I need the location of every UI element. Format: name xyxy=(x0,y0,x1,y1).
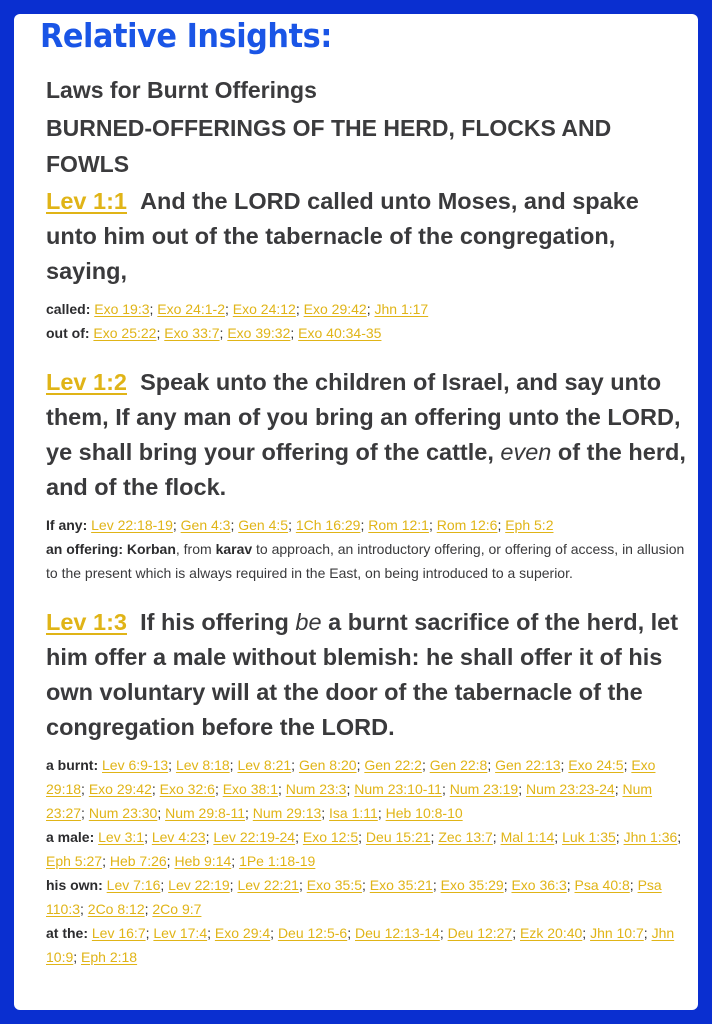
scripture-link[interactable]: Jhn 10:7 xyxy=(590,925,644,941)
separator: ; xyxy=(503,877,512,893)
verse-text-italic: be xyxy=(295,609,322,635)
separator: ; xyxy=(298,877,307,893)
separator: ; xyxy=(277,781,286,797)
scripture-link[interactable]: 2Co 8:12 xyxy=(87,901,145,917)
scripture-link[interactable]: Gen 22:8 xyxy=(429,757,488,773)
note-label: called: xyxy=(46,301,91,317)
scripture-link[interactable]: Deu 12:13-14 xyxy=(355,925,440,941)
scripture-link[interactable]: Exo 24:1-2 xyxy=(157,301,226,317)
separator: ; xyxy=(219,325,228,341)
scripture-link[interactable]: Num 23:27 xyxy=(46,781,653,821)
scripture-link[interactable]: Heb 10:8-10 xyxy=(385,805,463,821)
separator: ; xyxy=(144,829,152,845)
scripture-link[interactable]: Exo 33:7 xyxy=(164,325,220,341)
verse-text-segment: Speak unto the children of Israel, and say unto them, If any man of you bring an offering unto the LORD, ye shall bring your offering of the cattle, xyxy=(46,369,681,465)
separator: ; xyxy=(643,925,652,941)
scripture-link[interactable]: Zec 13:7 xyxy=(438,829,493,845)
separator: ; xyxy=(321,805,330,821)
separator: ; xyxy=(291,757,299,773)
separator: ; xyxy=(377,805,386,821)
scripture-link[interactable]: Gen 22:13 xyxy=(495,757,561,773)
separator: ; xyxy=(295,301,304,317)
note-line xyxy=(46,873,686,921)
cross-references xyxy=(46,513,686,585)
separator: ; xyxy=(439,925,448,941)
scripture-link[interactable]: Lev 22:21 xyxy=(237,877,299,893)
separator: ; xyxy=(347,925,355,941)
scripture-link[interactable]: Exo 40:34-35 xyxy=(298,325,382,341)
note-term: karav xyxy=(215,541,253,557)
scripture-link[interactable]: Lev 7:16 xyxy=(106,877,161,893)
scripture-link[interactable]: Exo 29:42 xyxy=(88,781,152,797)
brand-title: Relative Insights: xyxy=(40,16,332,55)
note-label: an offering: xyxy=(46,541,123,557)
scripture-link[interactable]: Heb 9:14 xyxy=(174,853,232,869)
page-subtitle: Laws for Burnt Offerings xyxy=(46,77,317,103)
scripture-link[interactable]: Lev 22:18-19 xyxy=(91,517,173,533)
scripture-link[interactable]: Exo 19:3 xyxy=(94,301,150,317)
cross-references xyxy=(46,297,686,345)
verse-list xyxy=(46,184,686,969)
cross-references xyxy=(46,753,686,969)
separator: ; xyxy=(614,781,623,797)
note-text: , from xyxy=(175,541,216,557)
scripture-link[interactable]: Lev 16:7 xyxy=(91,925,146,941)
note-line xyxy=(46,513,686,537)
scripture-link[interactable]: Exo 35:21 xyxy=(369,877,433,893)
separator: ; xyxy=(207,925,215,941)
scripture-link[interactable]: Gen 22:2 xyxy=(364,757,422,773)
scripture-link[interactable]: Eph 5:2 xyxy=(505,517,554,533)
scripture-link[interactable]: 1Ch 16:29 xyxy=(295,517,361,533)
note-label: If any: xyxy=(46,517,88,533)
scripture-link[interactable]: Exo 35:5 xyxy=(306,877,362,893)
note-text: to approach, an introductory offering, or offering of access, in allusion to the present which is always required in the East, on being introduced to a superior. xyxy=(46,541,685,581)
scripture-link[interactable]: Eph 5:27 xyxy=(46,853,103,869)
scripture-link[interactable]: Deu 12:5-6 xyxy=(277,925,348,941)
scripture-link[interactable]: Lev 3:1 xyxy=(98,829,145,845)
separator: ; xyxy=(512,925,521,941)
separator: ; xyxy=(356,757,365,773)
scripture-link[interactable]: Isa 1:11 xyxy=(329,805,378,821)
separator: ; xyxy=(677,829,682,845)
verse-text-italic: even xyxy=(500,439,552,465)
separator: ; xyxy=(428,517,437,533)
scripture-link[interactable]: Lev 4:23 xyxy=(151,829,206,845)
scripture-link[interactable]: Psa 40:8 xyxy=(574,877,630,893)
scripture-link[interactable]: Eph 2:18 xyxy=(81,949,138,965)
separator: ; xyxy=(144,901,153,917)
section-heading: BURNED-OFFERINGS OF THE HERD, FLOCKS AND FOWLS xyxy=(46,115,612,177)
verse-text-segment: And the LORD called unto Moses, and spake unto him out of the tabernacle of the congregation, saying, xyxy=(46,188,639,284)
scripture-link[interactable]: Exo 29:4 xyxy=(214,925,271,941)
separator: ; xyxy=(160,877,169,893)
scripture-link[interactable]: Lev 6:9-13 xyxy=(102,757,169,773)
separator: ; xyxy=(358,829,366,845)
separator: ; xyxy=(566,877,575,893)
scripture-link[interactable]: 2Co 9:7 xyxy=(152,901,202,917)
scripture-link[interactable]: Gen 8:20 xyxy=(298,757,357,773)
page-frame xyxy=(14,14,698,1010)
scripture-link[interactable]: Exo 29:42 xyxy=(303,301,367,317)
separator: ; xyxy=(157,805,166,821)
scripture-link[interactable]: Lev 17:4 xyxy=(153,925,208,941)
scripture-link[interactable]: Num 29:8-11 xyxy=(165,805,245,821)
separator: ; xyxy=(102,853,110,869)
scripture-link[interactable]: Deu 12:27 xyxy=(447,925,513,941)
scripture-link[interactable]: Mal 1:14 xyxy=(500,829,555,845)
separator: ; xyxy=(214,781,223,797)
note-line xyxy=(46,825,686,873)
separator: ; xyxy=(229,877,238,893)
separator: ; xyxy=(346,781,355,797)
scripture-link[interactable]: Num 23:3 xyxy=(285,781,347,797)
verse-ref-link[interactable]: Lev 1:3 xyxy=(46,609,127,635)
verse-ref-link[interactable]: Lev 1:1 xyxy=(46,188,127,214)
scripture-link[interactable]: Deu 15:21 xyxy=(365,829,431,845)
separator: ; xyxy=(172,517,181,533)
separator: ; xyxy=(629,877,638,893)
scripture-link[interactable]: 1Pe 1:18-19 xyxy=(239,853,316,869)
note-line xyxy=(46,537,686,585)
scripture-link[interactable]: Jhn 1:36 xyxy=(623,829,678,845)
separator: ; xyxy=(270,925,278,941)
separator: ; xyxy=(149,301,158,317)
separator: ; xyxy=(151,781,160,797)
scripture-link[interactable]: Heb 7:26 xyxy=(109,853,167,869)
separator: ; xyxy=(81,805,89,821)
verse-text-segment: of the herd, and of the flock. xyxy=(46,439,686,500)
separator: ; xyxy=(432,877,441,893)
verse-ref-link[interactable]: Lev 1:2 xyxy=(46,369,127,395)
scripture-link[interactable]: Num 29:13 xyxy=(252,805,322,821)
separator: ; xyxy=(80,901,88,917)
scripture-link[interactable]: Lev 8:21 xyxy=(237,757,292,773)
separator: ; xyxy=(225,301,233,317)
separator: ; xyxy=(288,517,296,533)
separator: ; xyxy=(560,757,569,773)
scripture-link[interactable]: Exo 32:6 xyxy=(159,781,215,797)
separator: ; xyxy=(430,829,439,845)
verse-text-segment: a burnt sacrifice of the herd, let him offer a male without blemish: he shall offer it of his own voluntary will at the door of the tabernacle of the congregation before the LORD. xyxy=(46,609,679,740)
separator: ; xyxy=(487,757,496,773)
note-label: a male: xyxy=(46,829,95,845)
note-label: a burnt: xyxy=(46,757,99,773)
scripture-link[interactable]: Exo 29:18 xyxy=(46,757,656,797)
scripture-link[interactable]: Psa 110:3 xyxy=(46,877,662,917)
note-label: his own: xyxy=(46,877,103,893)
separator: ; xyxy=(156,325,165,341)
scripture-link[interactable]: Exo 24:5 xyxy=(568,757,624,773)
scripture-link[interactable]: Lev 22:19 xyxy=(168,877,230,893)
note-line xyxy=(46,753,686,825)
scripture-link[interactable]: Num 23:23-24 xyxy=(525,781,615,797)
separator: ; xyxy=(441,781,450,797)
separator: ; xyxy=(492,829,501,845)
separator: ; xyxy=(168,757,176,773)
verse-block xyxy=(46,365,686,585)
verse-text xyxy=(46,184,686,289)
verse-text-segment: If his offering xyxy=(140,609,296,635)
separator: ; xyxy=(615,829,624,845)
scripture-link[interactable]: Jhn 1:17 xyxy=(374,301,429,317)
scripture-link[interactable]: Exo 36:3 xyxy=(511,877,567,893)
scripture-link[interactable]: Lev 22:19-24 xyxy=(213,829,296,845)
separator: ; xyxy=(295,829,303,845)
note-line xyxy=(46,321,686,345)
verse-text xyxy=(46,605,686,745)
scripture-link[interactable]: Num 23:19 xyxy=(449,781,519,797)
scripture-link[interactable]: Num 23:10-11 xyxy=(354,781,442,797)
scripture-link[interactable]: Exo 35:29 xyxy=(440,877,504,893)
separator: ; xyxy=(362,877,370,893)
scripture-link[interactable]: Exo 38:1 xyxy=(222,781,278,797)
separator: ; xyxy=(518,781,526,797)
separator: ; xyxy=(205,829,214,845)
scripture-link[interactable]: Gen 4:3 xyxy=(180,517,231,533)
scripture-link[interactable]: Ezk 20:40 xyxy=(520,925,583,941)
note-line xyxy=(46,297,686,321)
scripture-link[interactable]: Exo 24:12 xyxy=(232,301,296,317)
scripture-link[interactable]: Exo 25:22 xyxy=(93,325,157,341)
scripture-link[interactable]: Jhn 10:9 xyxy=(46,925,675,965)
note-label: out of: xyxy=(46,325,90,341)
separator: ; xyxy=(554,829,563,845)
note-label: at the: xyxy=(46,925,88,941)
verse-block xyxy=(46,605,686,969)
separator: ; xyxy=(582,925,591,941)
scripture-link[interactable]: Exo 39:32 xyxy=(227,325,291,341)
separator: ; xyxy=(623,757,632,773)
note-line xyxy=(46,921,686,969)
separator: ; xyxy=(360,517,369,533)
separator: ; xyxy=(81,781,89,797)
separator: ; xyxy=(421,757,430,773)
separator: ; xyxy=(231,853,240,869)
separator: ; xyxy=(230,517,239,533)
verse-text xyxy=(46,365,686,505)
scripture-link[interactable]: Lev 8:18 xyxy=(175,757,230,773)
note-term: Korban xyxy=(126,541,176,557)
separator: ; xyxy=(245,805,253,821)
separator: ; xyxy=(229,757,238,773)
separator: ; xyxy=(497,517,506,533)
separator: ; xyxy=(290,325,299,341)
scripture-link[interactable]: Luk 1:35 xyxy=(562,829,616,845)
scripture-link[interactable]: Rom 12:6 xyxy=(436,517,498,533)
separator: ; xyxy=(73,949,82,965)
separator: ; xyxy=(366,301,375,317)
scripture-link[interactable]: Gen 4:5 xyxy=(238,517,289,533)
content xyxy=(46,76,686,969)
scripture-link[interactable]: Exo 12:5 xyxy=(302,829,359,845)
verse-block xyxy=(46,184,686,345)
scripture-link[interactable]: Rom 12:1 xyxy=(368,517,429,533)
separator: ; xyxy=(145,925,154,941)
separator: ; xyxy=(166,853,175,869)
scripture-link[interactable]: Num 23:30 xyxy=(88,805,158,821)
